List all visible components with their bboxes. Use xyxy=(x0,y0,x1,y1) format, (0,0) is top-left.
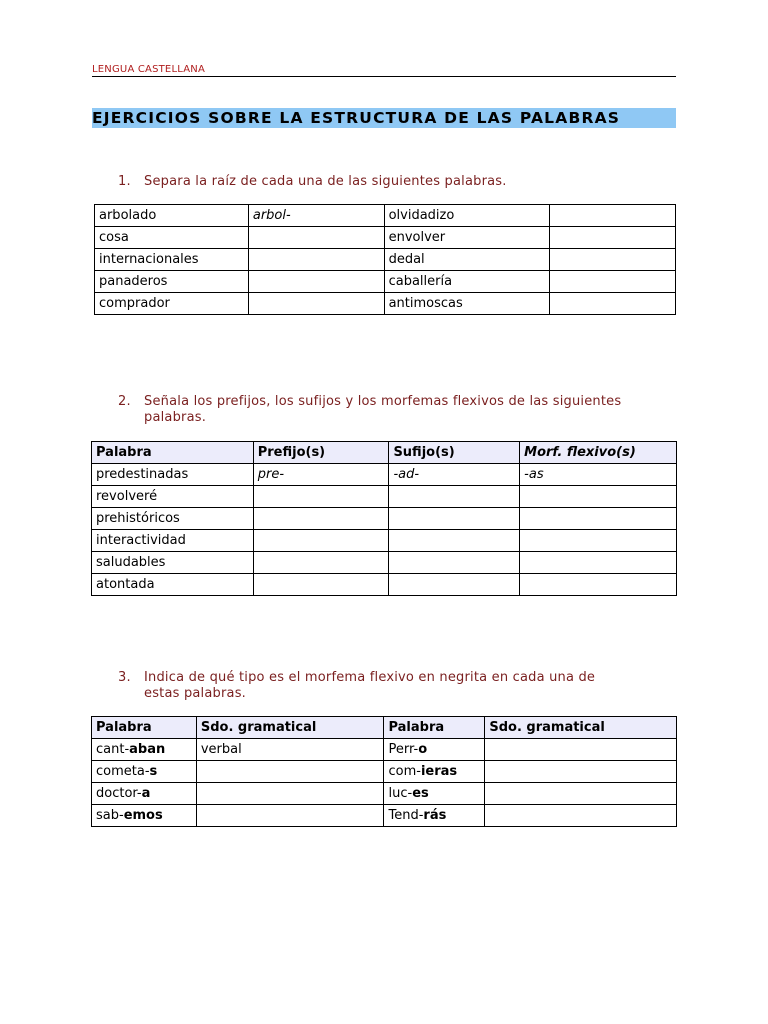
table-header-row xyxy=(92,717,677,739)
page-title: EJERCICIOS SOBRE LA ESTRUCTURA DE LAS PALABRAS xyxy=(92,108,676,128)
answer-cell[interactable] xyxy=(196,805,384,827)
word-cell xyxy=(384,805,485,827)
table-row xyxy=(95,205,676,227)
answer-cell[interactable] xyxy=(550,227,676,249)
answer-cell[interactable] xyxy=(196,783,384,805)
word-morpheme: aban xyxy=(129,741,166,757)
word-root: Perr- xyxy=(388,741,419,757)
word-cell xyxy=(384,761,485,783)
word-morpheme: o xyxy=(418,741,428,757)
table-cell: internacionales xyxy=(95,249,249,271)
table-row xyxy=(92,486,677,508)
question-text-line2: palabras. xyxy=(144,410,207,425)
answer-cell[interactable] xyxy=(248,293,384,315)
word-cell xyxy=(384,783,485,805)
answer-cell[interactable] xyxy=(389,530,520,552)
table-cell: prehistóricos xyxy=(92,508,254,530)
table-row xyxy=(92,552,677,574)
table-row xyxy=(95,249,676,271)
answer-cell[interactable] xyxy=(253,530,389,552)
answer-cell[interactable]: -as xyxy=(520,464,677,486)
word-cell xyxy=(92,783,197,805)
word-morpheme: rás xyxy=(423,807,447,823)
table-cell: saludables xyxy=(92,552,254,574)
header-rule xyxy=(92,76,676,77)
question-2 xyxy=(118,394,621,426)
answer-cell[interactable] xyxy=(485,805,677,827)
answer-cell[interactable] xyxy=(248,227,384,249)
word-root: doctor- xyxy=(96,785,142,801)
table-row xyxy=(95,293,676,315)
column-header: Palabra xyxy=(92,442,254,464)
table-row xyxy=(92,805,677,827)
answer-cell[interactable] xyxy=(389,508,520,530)
question-text-line1: Indica de qué tipo es el morfema flexivo en negrita en cada una de xyxy=(144,670,596,685)
column-header: Sdo. gramatical xyxy=(485,717,677,739)
column-header: Sufijo(s) xyxy=(389,442,520,464)
answer-cell[interactable] xyxy=(520,486,677,508)
word-root: Tend- xyxy=(388,807,424,823)
column-header: Palabra xyxy=(384,717,485,739)
answer-cell[interactable]: arbol- xyxy=(248,205,384,227)
question-text-line2: estas palabras. xyxy=(144,686,247,701)
answer-cell[interactable] xyxy=(550,205,676,227)
answer-cell[interactable] xyxy=(389,552,520,574)
answer-cell[interactable] xyxy=(253,574,389,596)
answer-cell[interactable] xyxy=(253,552,389,574)
table-cell: antimoscas xyxy=(384,293,550,315)
table-cell: caballería xyxy=(384,271,550,293)
answer-cell[interactable] xyxy=(520,552,677,574)
answer-cell[interactable] xyxy=(550,271,676,293)
question-number: 2. xyxy=(118,394,131,409)
answer-cell[interactable] xyxy=(520,508,677,530)
answer-cell[interactable] xyxy=(196,761,384,783)
question-number: 3. xyxy=(118,670,131,685)
answer-cell[interactable] xyxy=(550,293,676,315)
answer-cell[interactable] xyxy=(253,508,389,530)
word-morpheme: ieras xyxy=(420,763,458,779)
word-morpheme: a xyxy=(141,785,151,801)
answer-cell[interactable] xyxy=(248,271,384,293)
word-cell xyxy=(92,761,197,783)
answer-cell[interactable] xyxy=(253,486,389,508)
table-header-row xyxy=(92,442,677,464)
answer-cell[interactable] xyxy=(485,739,677,761)
question-3 xyxy=(118,670,595,702)
word-cell xyxy=(384,739,485,761)
table-cell: dedal xyxy=(384,249,550,271)
question-number: 1. xyxy=(118,174,131,189)
word-cell xyxy=(92,739,197,761)
table-cell: interactividad xyxy=(92,530,254,552)
answer-cell[interactable]: -ad- xyxy=(389,464,520,486)
table-cell: predestinadas xyxy=(92,464,254,486)
table-cell: comprador xyxy=(95,293,249,315)
word-root: cometa- xyxy=(96,763,150,779)
column-header: Prefijo(s) xyxy=(253,442,389,464)
answer-cell[interactable] xyxy=(248,249,384,271)
header-label: LENGUA CASTELLANA xyxy=(92,64,205,75)
table-cell: revolveré xyxy=(92,486,254,508)
answer-cell[interactable] xyxy=(485,783,677,805)
table-cell: arbolado xyxy=(95,205,249,227)
question-1 xyxy=(118,174,507,190)
answer-cell[interactable] xyxy=(389,574,520,596)
answer-cell[interactable] xyxy=(520,574,677,596)
table-row xyxy=(92,783,677,805)
affixes-table xyxy=(91,441,677,596)
roots-table xyxy=(94,204,676,315)
grammatical-meaning-table xyxy=(91,716,677,827)
question-text: Separa la raíz de cada una de las siguientes palabras. xyxy=(144,174,507,189)
table-row xyxy=(92,761,677,783)
table-row xyxy=(95,227,676,249)
word-root: sab- xyxy=(96,807,124,823)
answer-cell[interactable]: pre- xyxy=(253,464,389,486)
table-cell: olvidadizo xyxy=(384,205,550,227)
column-header: Palabra xyxy=(92,717,197,739)
word-morpheme: s xyxy=(149,763,158,779)
word-root: com- xyxy=(388,763,421,779)
word-morpheme: emos xyxy=(123,807,163,823)
answer-cell[interactable] xyxy=(485,761,677,783)
column-header: Morf. flexivo(s) xyxy=(520,442,677,464)
word-morpheme: es xyxy=(412,785,429,801)
word-root: luc- xyxy=(388,785,413,801)
question-text-line1: Señala los prefijos, los sufijos y los morfemas flexivos de las siguientes xyxy=(144,394,622,409)
table-cell: envolver xyxy=(384,227,550,249)
table-row xyxy=(92,464,677,486)
answer-cell[interactable]: verbal xyxy=(196,739,384,761)
word-root: cant- xyxy=(96,741,130,757)
answer-cell[interactable] xyxy=(550,249,676,271)
table-row xyxy=(92,574,677,596)
table-cell: atontada xyxy=(92,574,254,596)
answer-cell[interactable] xyxy=(389,486,520,508)
table-row xyxy=(92,508,677,530)
column-header: Sdo. gramatical xyxy=(196,717,384,739)
word-cell xyxy=(92,805,197,827)
table-cell: panaderos xyxy=(95,271,249,293)
table-cell: cosa xyxy=(95,227,249,249)
table-row xyxy=(92,739,677,761)
table-row xyxy=(95,271,676,293)
answer-cell[interactable] xyxy=(520,530,677,552)
table-row xyxy=(92,530,677,552)
